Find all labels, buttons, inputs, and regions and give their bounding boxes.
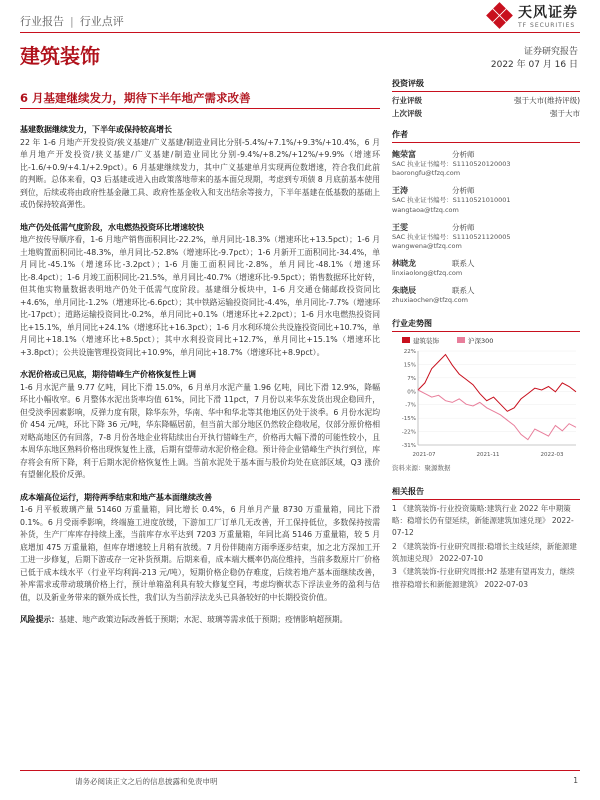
- analyst-card: [392, 258, 580, 279]
- analyst-name: 鲍荣富: [392, 149, 416, 159]
- related-report-link[interactable]: 3 《建筑装饰-行业研究周报:H2 基建有望再发力，继续推荐稳增长和新能源建筑》 2022-07-03: [392, 567, 575, 589]
- authors-heading: 作者: [392, 129, 580, 143]
- y-tick-label: -31%: [401, 442, 416, 449]
- y-tick-label: -22%: [401, 429, 416, 436]
- industry-title: 建筑装饰: [20, 44, 100, 68]
- analyst-role: 分析师: [452, 149, 475, 159]
- x-tick-label: 2022-03: [540, 451, 564, 458]
- section: [20, 124, 380, 212]
- section-title: 基建数据继续发力，下半年或保持较高增长: [20, 125, 172, 134]
- page-number: 1: [573, 776, 578, 785]
- section-title: 水泥价格或已见底，期待错峰生产价格恢复性上调: [20, 370, 196, 380]
- main-body: [20, 124, 380, 627]
- section-body: 地产按传导顺序看，1-6 月地产销售面积同比-22.2%，单月同比-18.3%（增速环比+13.5pct）；1-6 月土地购置面积同比-48.3%，单月同比-52.8%（增速环比-9.7pct）；1-6 月新开工面积同比-34.4%，单月同比-45.1%（增速环比-3.2pct）；1-6 月施工面积同比-2.8%，单月同比-48.1%（增速环比-8.4pct）；1-6 月竣工面积同比-21.5%，单月同比-40.7%（增速环比-9.5pct）；销售数据环比好转，但其他实物量数据表明地产仍处于低需气度阶段。基建细分板块中，1-6 月交通仓储邮政投资同比+4.6%，单月同比-1.2%（增速环比-6.6pct）；其中铁路运输投资同比-4.4%，单月同比-7.7%（增速环比-17pct）；道路运输投资同比-0.2%，单月同比+0.1%（增速环比+2.2pct）；1-6 月水电燃热投资同比+15.1%，单月同比+24.1%（增速环比+16.3pct）；1-6 月水利环境公共设施投资同比+10.7%，单月同比+18.1%（增速环比+8.5pct）；其中水利投资同比+12.7%，单月同比+15.1%（增速环比+3.8pct）；公共设施管理投资同比+10.9%，单月同比+18.7%（增速环比+8.9pct）。: [20, 235, 380, 357]
- y-tick-label: 15%: [403, 361, 416, 368]
- analyst-name: 王雯: [392, 222, 408, 232]
- report-type: 证券研究报告: [523, 47, 578, 57]
- risk-title: 风险提示：: [20, 615, 59, 625]
- trend-chart: [392, 336, 580, 461]
- trend-heading: 行业走势图: [392, 318, 580, 332]
- analyst-email[interactable]: zhuxiaochen@tfzq.com: [392, 295, 468, 304]
- analyst-email[interactable]: wangtaoa@tfzq.com: [392, 205, 459, 214]
- legend-swatch: [402, 337, 410, 343]
- logo-mark-icon: [488, 4, 512, 28]
- y-tick-label: 0%: [407, 388, 416, 395]
- y-tick-label: -7%: [405, 402, 416, 409]
- trend-chart-svg: [392, 347, 580, 459]
- section-body: 22 年 1-6 月地产开发投资/狭义基建/广义基建/制造业同比分别-5.4%/+7.1%/+9.3%/+10.4%，6 月单月地产开发投资/狭义基建/广义基建/制造业同比分别-9.4%/+8.2%/+12%/+9.9%（增速环比-1.6/+0.9/+4.1/+2.9pct）。6 月基建继续发力，其中广义基建单月实现两位数增速，符合我们此前的判断。总体来看，Q3 后基建或进入由政策落地带来的基本面兑现期，考虑到专项债 8 月底前基本使用到位，后续或将由政府性基金融工具、政府性基金收入和支出结余等接力，下半年基建在低基数的基础上或仍保持较高弹性。: [20, 137, 380, 210]
- risk-body: 基建、地产政策边际改善低于预期；水泥、玻璃等需求低于预期；疫情影响超预期。: [58, 615, 348, 625]
- legend-item: [457, 336, 493, 345]
- series-line: [418, 354, 576, 411]
- analyst-role: 联系人: [452, 285, 475, 295]
- y-tick-label: -15%: [401, 415, 416, 422]
- brand-name: 天风证券: [518, 5, 578, 21]
- analyst-role: 联系人: [452, 259, 475, 268]
- analyst-role: 分析师: [452, 222, 475, 232]
- footer-disclaimer: 请务必阅读正文之后的信息披露和免责申明: [75, 777, 218, 786]
- analyst-card: [392, 222, 580, 253]
- x-tick-label: 2021-07: [412, 451, 436, 458]
- analyst-email[interactable]: baorongfu@tfzq.com: [392, 169, 461, 178]
- previous-rating-label: 上次评级: [392, 108, 422, 118]
- top-divider: [20, 32, 580, 33]
- related-reports: [392, 486, 580, 592]
- previous-rating-value: 强于大市: [550, 108, 580, 118]
- section: [20, 222, 380, 359]
- breadcrumb: [20, 10, 124, 32]
- report-headline: 6 月基建继续发力，期待下半年地产需求改善: [20, 91, 251, 105]
- separator: |: [70, 14, 74, 28]
- series-line: [418, 390, 576, 440]
- industry-rating-label: 行业评级: [392, 96, 422, 105]
- analyst-card: [392, 185, 580, 216]
- chart-source: 资料来源：聚源数据: [392, 463, 451, 472]
- analyst-license: SAC 执业证书编号：S1110520120003: [392, 159, 511, 168]
- analyst-role: 分析师: [452, 186, 475, 195]
- footer-divider: [20, 770, 580, 771]
- analyst-name: 王涛: [392, 186, 408, 195]
- sidebar: [392, 78, 580, 592]
- analyst-license: SAC 执业证书编号：S1110521010001: [392, 196, 511, 204]
- section: [20, 492, 380, 605]
- analyst-license: SAC 执业证书编号：S1110521120005: [392, 232, 511, 241]
- analyst-email[interactable]: wangwena@tfzq.com: [392, 242, 462, 251]
- related-report-link[interactable]: 1 《建筑装饰-行业投资策略:建筑行业 2022 年中期策略：稳增长仍有望延续，新能源建筑加速兑现》 2022-07-12: [392, 503, 574, 538]
- previous-rating: [392, 108, 580, 121]
- analyst-name: 林晓龙: [392, 259, 416, 268]
- analyst-name: 朱晓辰: [392, 285, 416, 295]
- legend-label: 建筑装饰: [413, 336, 439, 345]
- headline-divider: [20, 108, 380, 109]
- analyst-email[interactable]: linxiaolong@tfzq.com: [392, 269, 463, 277]
- analyst-card: [392, 149, 580, 180]
- section-title: 地产仍处低需气度阶段，水电燃热投资环比增速较快: [20, 222, 204, 232]
- brand-name-en: TF SECURITIES: [518, 22, 576, 29]
- section-body: 1-6 月平板玻璃产量 51460 万重量箱，同比增长 0.4%，6 月单月产量 8730 万重量箱，同比下滑 0.1%。6 月受雨季影响，终端施工进度放缓，下游加工厂订单几无改善，开工保持低位，多数保持按需补货，生产厂库库存持续上涨，当前库存水平达到 7203 万重量箱，年同比高 5146 万重量箱，较 5 月底增加 475 万重量箱，但库存增速较上月稍有放缓。7 月份伴随南方雨季逐步结束，加之北方深加工开工进一步修复，后期下游或存一定补货预期。后期来看，成本端大概率仍高位维持，当前多数原片厂价格已低于成本线水平（行业平均利润-213 元/吨），短期价格企稳仍存难度，后续若地产基本面继续改善，补库需求或带动玻璃价格上行，预计单箱盈利具有较大修复空间，考虑均衡状态下浮法业务的盈利与估值，以及新业务带来的额外成长性，我们认为当前浮法龙头已具备较好的中长期投资价值。: [20, 505, 380, 602]
- chart-legend: [402, 336, 580, 345]
- rating-heading: 投资评级: [392, 78, 580, 92]
- industry-rating-value: 强于大市(维持评级): [514, 96, 580, 105]
- analyst-card: [392, 285, 580, 306]
- report-subcategory: 行业点评: [79, 15, 124, 28]
- legend-item: [402, 336, 439, 345]
- section: [20, 369, 380, 482]
- legend-label: 沪深300: [468, 336, 494, 345]
- x-tick-label: 2021-11: [476, 451, 500, 458]
- related-report-link[interactable]: 2 《建筑装饰-行业研究周报:稳增长主线延续，新能源建筑加速兑现》 2022-07-10: [392, 541, 577, 563]
- report-category: 行业报告: [20, 15, 64, 28]
- brand-logo: [488, 2, 578, 29]
- legend-swatch: [457, 337, 465, 343]
- section-title: 成本端高位运行，期待两季结束和地产基本面继续改善: [20, 492, 212, 502]
- y-tick-label: 7%: [407, 375, 416, 382]
- related-heading: 相关报告: [392, 486, 580, 500]
- industry-rating: [392, 95, 580, 108]
- risk-warning: [20, 614, 380, 626]
- report-date: 2022 年 07 月 16 日: [490, 60, 578, 70]
- y-tick-label: 22%: [403, 348, 416, 355]
- section-body: 1-6 月水泥产量 9.77 亿吨，同比下滑 15.0%，6 月单月水泥产量 1.96 亿吨，同比下滑 12.9%，降幅环比小幅收窄。6 月整体水泥出货率均值 61%，同比下滑 11pct，7 月份以来华东发货出现企稳回升，但受淡季因素影响，反弹力度有限，除华东外，华南、华中和华北等其他地区仍处于淡季。6 月份水泥均价 454 元/吨，环比下降 36 元/吨，华东降幅居前，但当前大部分地区仍然较企稳收尾，仅部分原价格相对略高地区仍有回落，7-8 月份各地企业将陆续出台开执行错峰生产，价格再大幅下滑的可能性较小，且本周华东地区熟料价格出现恢复性上涨，后期有望带动水泥价格企稳。预计待企业错峰生产执行到位，库存将会有所下降，利于后期水泥价格恢复性上调。当前水泥处于基本面与股价均处在底部区域，Q3 涨价有望催化股价反弹。: [20, 382, 380, 480]
